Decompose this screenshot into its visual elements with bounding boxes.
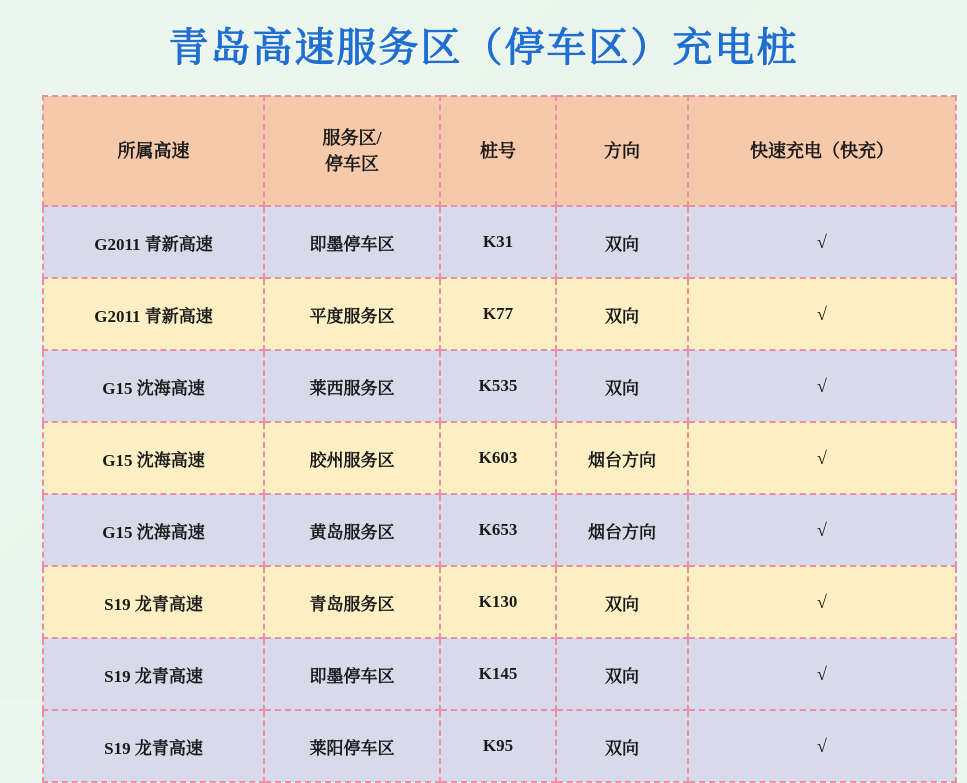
cell-pile-number: K603	[440, 422, 556, 494]
cell-highway: G15 沈海高速	[43, 350, 264, 422]
cell-pile-number: K31	[440, 206, 556, 278]
cell-fast-charging: √	[688, 422, 956, 494]
cell-direction: 双向	[556, 566, 688, 638]
table-row	[43, 206, 956, 278]
cell-service-area: 即墨停车区	[264, 206, 440, 278]
cell-highway: G15 沈海高速	[43, 494, 264, 566]
table-row	[43, 638, 956, 710]
cell-pile-number: K130	[440, 566, 556, 638]
table-row	[43, 710, 956, 782]
table-header	[43, 96, 956, 206]
cell-pile-number: K77	[440, 278, 556, 350]
column-header-direction: 方向	[556, 96, 688, 206]
cell-highway: G2011 青新高速	[43, 206, 264, 278]
cell-highway: G15 沈海高速	[43, 422, 264, 494]
table-row	[43, 494, 956, 566]
cell-fast-charging: √	[688, 566, 956, 638]
cell-direction: 双向	[556, 710, 688, 782]
cell-pile-number: K145	[440, 638, 556, 710]
page-title: 青岛高速服务区（停车区）充电桩	[168, 26, 799, 70]
column-header-service-area-line1: 服务区/	[322, 127, 382, 148]
cell-direction: 双向	[556, 278, 688, 350]
cell-highway: G2011 青新高速	[43, 278, 264, 350]
cell-service-area: 平度服务区	[264, 278, 440, 350]
table-row	[43, 350, 956, 422]
cell-fast-charging: √	[688, 278, 956, 350]
column-header-pile-number: 桩号	[440, 96, 556, 206]
column-header-fast-charging: 快速充电（快充）	[688, 96, 956, 206]
cell-pile-number: K535	[440, 350, 556, 422]
cell-direction: 烟台方向	[556, 422, 688, 494]
column-header-highway: 所属高速	[43, 96, 264, 206]
cell-service-area: 青岛服务区	[264, 566, 440, 638]
cell-direction: 双向	[556, 350, 688, 422]
cell-pile-number: K653	[440, 494, 556, 566]
cell-service-area: 莱阳停车区	[264, 710, 440, 782]
charging-station-table-wrapper	[42, 95, 925, 783]
table-body	[43, 206, 956, 782]
cell-pile-number: K95	[440, 710, 556, 782]
cell-fast-charging: √	[688, 206, 956, 278]
cell-fast-charging: √	[688, 710, 956, 782]
cell-highway: S19 龙青高速	[43, 638, 264, 710]
table-row	[43, 422, 956, 494]
column-header-service-area-line2: 停车区	[325, 154, 379, 174]
cell-highway: S19 龙青高速	[43, 710, 264, 782]
table-row	[43, 278, 956, 350]
column-header-service-area	[264, 96, 440, 206]
cell-fast-charging: √	[688, 638, 956, 710]
cell-service-area: 黄岛服务区	[264, 494, 440, 566]
cell-direction: 烟台方向	[556, 494, 688, 566]
cell-fast-charging: √	[688, 350, 956, 422]
cell-highway: S19 龙青高速	[43, 566, 264, 638]
cell-service-area: 莱西服务区	[264, 350, 440, 422]
cell-direction: 双向	[556, 638, 688, 710]
charging-station-table	[42, 95, 957, 783]
cell-fast-charging: √	[688, 494, 956, 566]
table-header-row	[43, 96, 956, 206]
cell-service-area: 胶州服务区	[264, 422, 440, 494]
table-row	[43, 566, 956, 638]
cell-direction: 双向	[556, 206, 688, 278]
cell-service-area: 即墨停车区	[264, 638, 440, 710]
